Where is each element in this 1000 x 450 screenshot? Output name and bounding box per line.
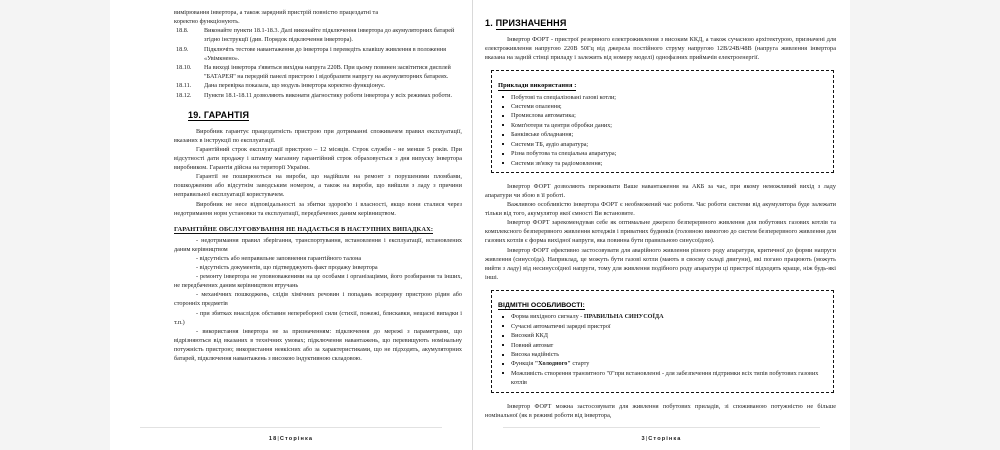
footer-left xyxy=(110,436,472,442)
features-box xyxy=(491,290,834,393)
warranty-paragraph: Виробник не несе відповідальності за збитки здоров'ю і власності, якщо вони сталися через недотримання норм установки та експлуатації, передбачених даним керівництвом. xyxy=(174,200,462,217)
clause-text: Підключіть тестове навантаження до інвертора і переведіть клавішу живлення в положення «Увімкнено». xyxy=(204,45,447,62)
section-number: 1. xyxy=(485,18,493,28)
feature-list-item xyxy=(498,350,828,359)
page-right xyxy=(472,0,850,450)
footer-page-number: 18 xyxy=(268,436,278,442)
purpose-paragraph: Інвертор ФОРТ ефективно застосовувати для аварійного живлення різного роду апаратури, критичної до форми напруги живлення (синусоїда). Наприклад, це можуть бути газові котли (мають в своєму складі двигуни), які погано працюють (можуть вийти з ладу) від несинусоїдної напруги, тому для живлення подібного роду апаратури ці пристрої підходять краще, ніж будь-які інші. xyxy=(485,246,836,281)
feature-list-item xyxy=(498,369,828,388)
exclusion-item: - ремонту інвертора не уповноваженими на це особами і організаціями, його розбирання та інших, не передбачених даним керівництвом втручань xyxy=(174,273,462,290)
feature-text: Сучасні автоматичні зарядні пристрої xyxy=(511,322,611,330)
clause-number: 18.9. xyxy=(176,45,189,53)
usage-list-item: Системи зв'язку та радіомовлення; xyxy=(498,159,828,168)
exclusion-item: - недотримання правил зберігання, транспортування, встановлення і експлуатації, встановлених даним керівництвом xyxy=(174,236,462,253)
warranty-paragraph: Гарантії не поширюються на вироби, що надійшли на ремонт з порушеними пломбами, пошкодженим або відсутнім заводським номером, а також на вироби, що вийшли з ладу з причини неправильної експлуатації користувачем. xyxy=(174,173,462,199)
purpose-paragraph: Інвертор ФОРТ дозволяють переживати Ваше навантаження на АКБ за час, при якому неможливий вихід з ладу апаратури чи збою в її роботі. xyxy=(485,182,836,200)
usage-examples-box xyxy=(491,70,834,173)
exclusion-item: - відсутність або неправильне заповнення гарантійного талона xyxy=(196,254,362,262)
clause-text: На виході інвертора з'явиться вихідна напруга 220В. При цьому повинен засвітитися дисплей "БАТАРЕЯ" на передній панелі пристрою і відобразити напругу на акумуляторних батареях. xyxy=(204,64,451,81)
clause-number: 18.12. xyxy=(176,91,192,99)
feature-list-item xyxy=(498,359,828,368)
footer-label: Сторінка xyxy=(279,436,314,442)
exclusions-heading: ГАРАНТІЙНЕ ОБСЛУГОВУВАННЯ НЕ НАДАЄТЬСЯ В НАСТУПНИХ ВИПАДКАХ: xyxy=(174,225,434,233)
exclusion-item: - при збитках внаслідок обставин непереборної сили (стихії, пожежі, блискавки, нещасні випадки і т.п.) xyxy=(174,309,462,326)
canvas-margin-right xyxy=(850,0,1000,450)
usage-list xyxy=(498,93,828,168)
features-box-title: ВІДМІТНІ ОСОБЛИВОСТІ: xyxy=(498,301,585,309)
footer-rule xyxy=(503,427,820,428)
feature-emphasis: ПРАВИЛЬНА СИНУСОЇДА xyxy=(583,313,664,321)
usage-list-item: Побутові та спеціалізовані газові котли; xyxy=(498,93,828,102)
clause-item xyxy=(174,45,462,63)
clause-text: Пункти 18.1-18.11 дозволяють виконати діагностику роботи інвертора у всіх режимах роботи. xyxy=(204,91,453,99)
footer-label: Сторінка xyxy=(648,436,682,442)
exclusion-item: - механічних пошкоджень, слідів хімічних речовин і попадань всередину пристрою рідин або сторонніх предметів xyxy=(174,291,462,308)
page-left xyxy=(110,0,472,450)
purpose-paragraph: Інвертор ФОРТ зарекомендував себе як оптимальне джерело безперервного живлення для побутових газових котлів та комплексного безперервного живлення котеджів і приватних будинків (головною вимогою до систем безперервного живлення для газових котлів є форма вихідної напруги, яка повинна бути правильною синусоїдою). xyxy=(485,219,836,245)
clause-text: Виконайте пункти 18.1-18.3. Далі виконайте підключення інвертора до акумуляторних батарей згідно інструкції (див. Порядок підключення інвертора). xyxy=(204,27,455,44)
usage-list-item: Системи ТБ, аудіо апаратура; xyxy=(498,140,828,149)
warranty-paragraph: Виробник гарантує працездатність пристрою при дотриманні споживачем правил експлуатації, вказаних в інструкції по експлуатації. xyxy=(174,127,462,144)
clause-item xyxy=(174,63,462,81)
feature-text-after: старту xyxy=(570,360,590,368)
section-number: 19. xyxy=(188,109,202,120)
section-heading-warranty xyxy=(188,110,462,120)
section-heading-purpose xyxy=(485,18,836,28)
closing-paragraph: Інвертор ФОРТ можна застосовувати для живлення побутових приладів, зі споживаною потужністю не більше номінальної (як в режимі роботи від інвертора, xyxy=(485,402,836,419)
usage-list-item: Промислова автоматика; xyxy=(498,111,828,120)
features-list xyxy=(498,312,828,387)
warranty-paragraph: Гарантійний строк експлуатації пристрою – 12 місяців. Строк служби - не менше 5 років. При відсутності дати продажу і штампу магазину гарантійний строк обраховується з дня випуску інвертора виробником. Гарантія дійсна на території України. xyxy=(174,146,462,172)
clause-item xyxy=(174,91,462,100)
feature-emphasis: "Холодного" xyxy=(534,360,571,368)
feature-list-item xyxy=(498,341,828,350)
clause-number: 18.11. xyxy=(176,82,192,90)
footer-rule xyxy=(140,427,442,428)
clause-text: Дана перевірка показала, що модуль інвертора коректно функціонує. xyxy=(204,82,386,90)
feature-text: Висока надійність xyxy=(511,350,560,358)
footer-right xyxy=(473,436,850,442)
feature-text: Форма вихідного сигналу - xyxy=(511,313,584,321)
clause-number: 18.10. xyxy=(176,64,192,71)
section-title: ГАРАНТІЯ xyxy=(203,109,250,120)
section-title: ПРИЗНАЧЕННЯ xyxy=(495,18,567,28)
footer-page-number: 3 xyxy=(641,436,646,442)
feature-list-item xyxy=(498,331,828,340)
footer-separator: | xyxy=(277,436,280,442)
feature-text: Високий ККД xyxy=(511,332,548,340)
usage-list-item: Системи опалення; xyxy=(498,102,828,111)
purpose-paragraph: Важливою особливістю інвертора ФОРТ є необмежений час роботи. Час роботи системи від акумулятора буде залежати тільки від того, акумулятор якої ємності Ви встановите. xyxy=(485,201,836,218)
exclusion-item: - використання інвертора не за призначенням: підключення до мережі з параметрами, що відрізняються від вказаних в технічних умовах; підключення навантажень, що перевищують номінальну потужність пристрою; використання неякісних або за характеристиками, що не підходять, акумуляторних батарей, підключення навантажень з високою індуктивною складовою. xyxy=(174,327,462,362)
feature-list-item xyxy=(498,312,828,321)
usage-list-item: Різна побутова та спеціальна апаратура; xyxy=(498,149,828,158)
exclusion-item: - відсутність документів, що підтверджують факт продажу інвертора xyxy=(196,264,378,272)
clause-number: 18.8. xyxy=(176,27,189,35)
continued-line-2: коректно функціонують. xyxy=(174,18,240,26)
intro-paragraph: Інвертор ФОРТ - пристрої резервного електроживлення з високим ККД, а також сучасною архітектурою, призначені для електроживлення напругою 220В 50Гц від джерела постійного струму напругою 12В/24В/48В (напруга живлення інвертора вказана на задній стінці приладу і залежить від номеру моделі) однофазних приймачів електроенергії. xyxy=(485,36,836,62)
footer-separator: | xyxy=(645,436,649,442)
feature-text: Повний автомат xyxy=(511,341,554,349)
feature-text: Функція xyxy=(511,360,535,368)
usage-list-item: Банківське обладнання; xyxy=(498,130,828,139)
clause-item xyxy=(174,81,462,90)
continued-line-1: вимірювання інвертора, а також зарядний пристрій повністю працездатні та xyxy=(174,9,379,16)
feature-list-item xyxy=(498,322,828,331)
canvas-margin-left xyxy=(0,0,110,450)
usage-list-item: Комп'ютери та центри обробки даних; xyxy=(498,121,828,130)
feature-text: Можливість створення транзитного "0"при встановленні - для забезпечення підтримки всіх типів побутових газових котлів xyxy=(511,369,819,387)
usage-box-title: Приклади використання : xyxy=(498,82,577,90)
clause-item xyxy=(174,26,462,44)
